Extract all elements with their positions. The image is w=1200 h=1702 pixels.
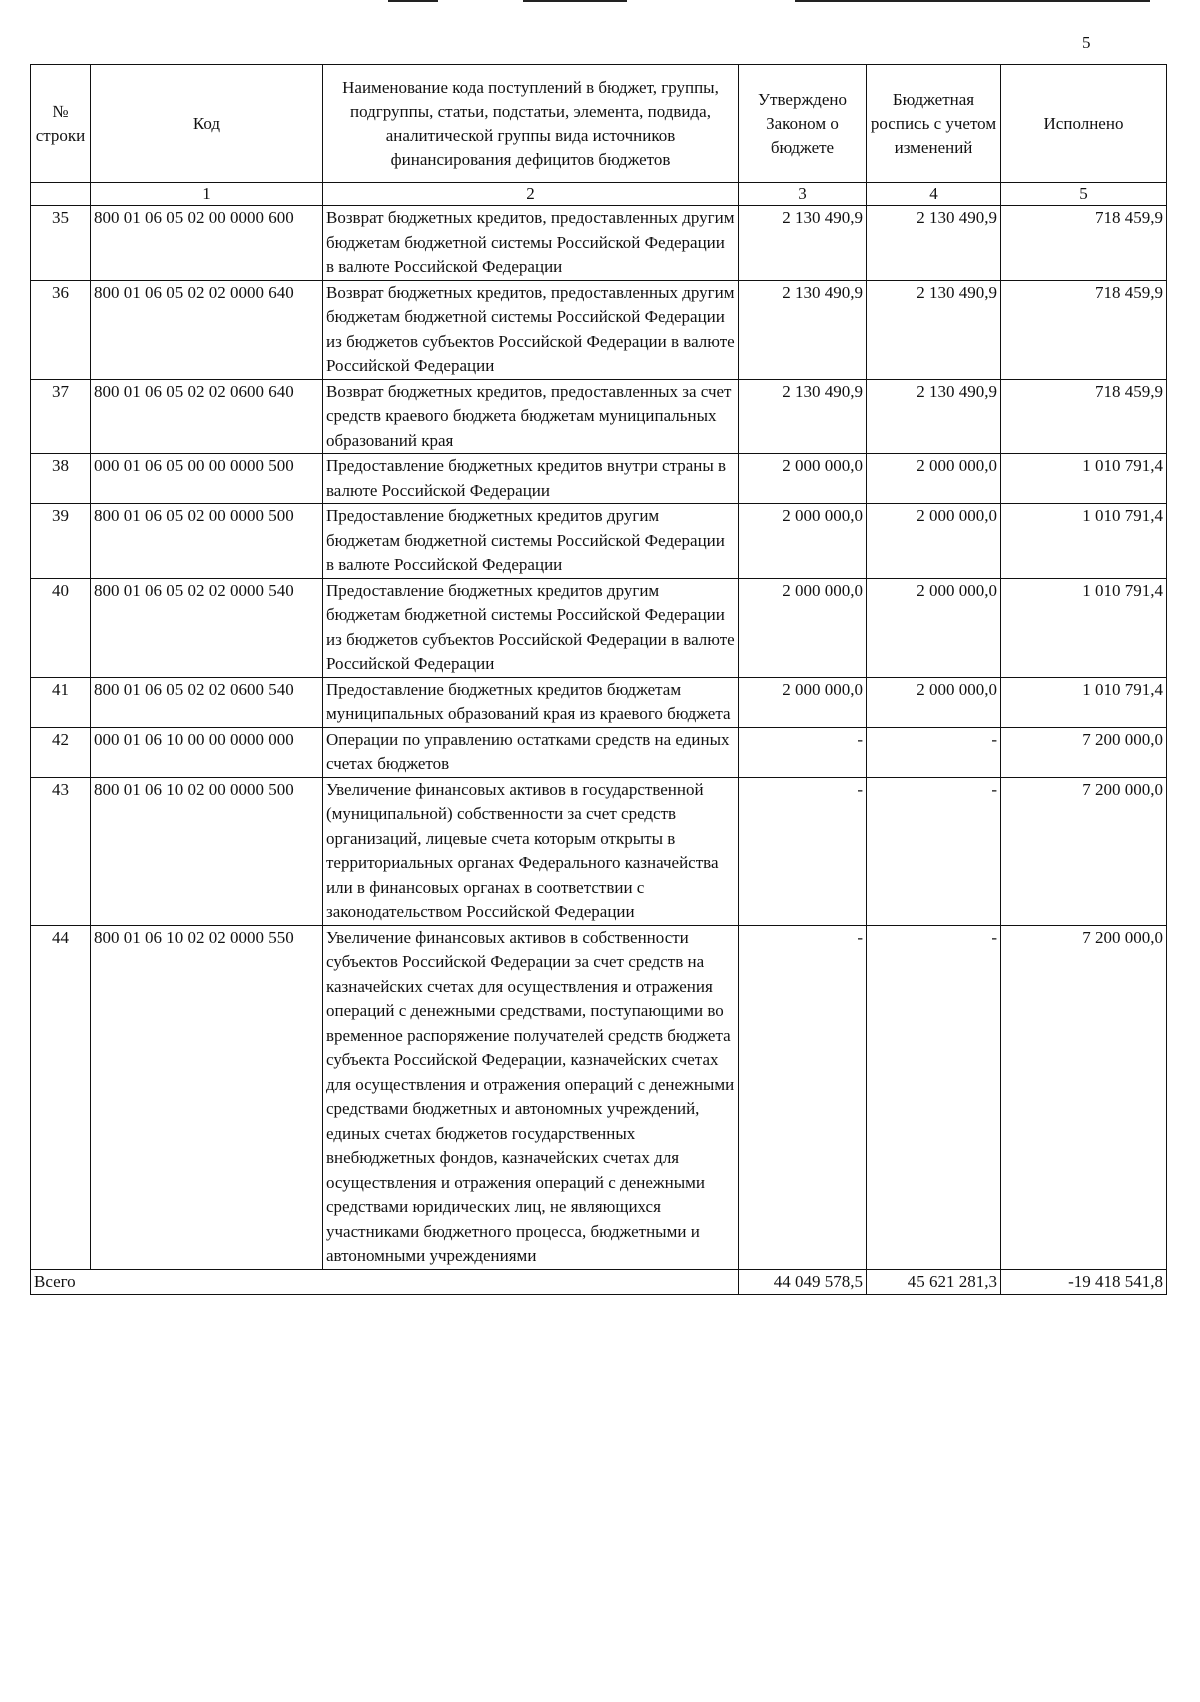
- row-schedule: 2 000 000,0: [867, 504, 1001, 579]
- row-name: Предоставление бюджетных кредитов другим бюджетам бюджетной системы Российской Федерации из бюджетов субъектов Российской Федерации в валюте Российской Федерации: [323, 578, 739, 677]
- header-approved: Утверждено Законом о бюджете: [739, 65, 867, 183]
- row-approved: 2 130 490,9: [739, 280, 867, 379]
- total-approved: 44 049 578,5: [739, 1269, 867, 1295]
- table-row: [31, 578, 1167, 677]
- row-code: 800 01 06 10 02 00 0000 500: [91, 777, 323, 925]
- row-approved: 2 130 490,9: [739, 206, 867, 281]
- row-name: Увеличение финансовых активов в государственной (муниципальной) собственности за счет средств организаций, лицевые счета которым открыты в территориальных органах Федерального казначейства или в финансовых органах в соответствии с законодательством Российской Федерации: [323, 777, 739, 925]
- row-executed: 718 459,9: [1001, 280, 1167, 379]
- total-row: [31, 1269, 1167, 1295]
- row-approved: 2 000 000,0: [739, 578, 867, 677]
- row-schedule: 2 130 490,9: [867, 280, 1001, 379]
- row-name: Возврат бюджетных кредитов, предоставленных другим бюджетам бюджетной системы Российской Федерации из бюджетов субъектов Российской Федерации в валюте Российской Федерации: [323, 280, 739, 379]
- row-schedule: -: [867, 925, 1001, 1269]
- scan-artifact-line: [523, 0, 627, 2]
- table-row: [31, 454, 1167, 504]
- table-row: [31, 280, 1167, 379]
- row-code: 800 01 06 05 02 02 0600 640: [91, 379, 323, 454]
- row-executed: 1 010 791,4: [1001, 578, 1167, 677]
- row-number: 42: [31, 727, 91, 777]
- column-number: 4: [867, 183, 1001, 206]
- row-approved: -: [739, 925, 867, 1269]
- row-executed: 7 200 000,0: [1001, 925, 1167, 1269]
- row-executed: 7 200 000,0: [1001, 777, 1167, 925]
- total-schedule: 45 621 281,3: [867, 1269, 1001, 1295]
- scan-artifact-line: [795, 0, 1150, 2]
- row-name: Увеличение финансовых активов в собственности субъектов Российской Федерации за счет средств на казначейских счетах для осуществления и отражения операций с денежными средствами, поступающими во временное распоряжение получателей средств бюджета субъекта Российской Федерации, казначейских счетах для осуществления и отражения операций с денежными средствами бюджетных и автономных учреждений, единых счетах бюджетов государственных внебюджетных фондов, казначейских счетах для осуществления и отражения операций с денежными средствами юридических лиц, не являющихся участниками бюджетного процесса, бюджетными и автономными учреждениями: [323, 925, 739, 1269]
- row-schedule: 2 130 490,9: [867, 206, 1001, 281]
- column-number: 5: [1001, 183, 1167, 206]
- row-schedule: 2 000 000,0: [867, 578, 1001, 677]
- row-executed: 1 010 791,4: [1001, 504, 1167, 579]
- row-approved: -: [739, 777, 867, 925]
- row-code: 000 01 06 10 00 00 0000 000: [91, 727, 323, 777]
- page-number: 5: [1082, 33, 1091, 52]
- row-schedule: 2 000 000,0: [867, 454, 1001, 504]
- row-approved: 2 000 000,0: [739, 677, 867, 727]
- row-code: 800 01 06 05 02 00 0000 500: [91, 504, 323, 579]
- row-name: Возврат бюджетных кредитов, предоставленных за счет средств краевого бюджета бюджетам муниципальных образований края: [323, 379, 739, 454]
- row-executed: 1 010 791,4: [1001, 677, 1167, 727]
- row-name: Предоставление бюджетных кредитов внутри страны в валюте Российской Федерации: [323, 454, 739, 504]
- row-approved: -: [739, 727, 867, 777]
- row-name: Операции по управлению остатками средств на единых счетах бюджетов: [323, 727, 739, 777]
- table-row: [31, 777, 1167, 925]
- row-schedule: -: [867, 777, 1001, 925]
- row-name: Возврат бюджетных кредитов, предоставленных другим бюджетам бюджетной системы Российской Федерации в валюте Российской Федерации: [323, 206, 739, 281]
- header-executed: Исполнено: [1001, 65, 1167, 183]
- table-row: [31, 727, 1167, 777]
- row-code: 800 01 06 05 02 02 0000 640: [91, 280, 323, 379]
- row-number: 44: [31, 925, 91, 1269]
- row-number: 36: [31, 280, 91, 379]
- row-number: 40: [31, 578, 91, 677]
- row-number: 37: [31, 379, 91, 454]
- table-row: [31, 677, 1167, 727]
- header-code: Код: [91, 65, 323, 183]
- total-label: Всего: [31, 1269, 739, 1295]
- header-name: Наименование кода поступлений в бюджет, группы, подгруппы, статьи, подстатьи, элемента, подвида, аналитической группы вида источников финансирования дефицитов бюджетов: [323, 65, 739, 183]
- row-number: 38: [31, 454, 91, 504]
- row-code: 800 01 06 05 02 02 0600 540: [91, 677, 323, 727]
- row-name: Предоставление бюджетных кредитов другим бюджетам бюджетной системы Российской Федерации в валюте Российской Федерации: [323, 504, 739, 579]
- row-code: 800 01 06 10 02 02 0000 550: [91, 925, 323, 1269]
- row-number: 39: [31, 504, 91, 579]
- scan-artifact-line: [388, 0, 438, 2]
- header-budget-schedule: Бюджетная роспись с учетом изменений: [867, 65, 1001, 183]
- row-schedule: -: [867, 727, 1001, 777]
- column-number-blank: [31, 183, 91, 206]
- row-executed: 1 010 791,4: [1001, 454, 1167, 504]
- row-executed: 7 200 000,0: [1001, 727, 1167, 777]
- row-code: 000 01 06 05 00 00 0000 500: [91, 454, 323, 504]
- table-row: [31, 379, 1167, 454]
- header-row-no: № строки: [31, 65, 91, 183]
- column-number: 1: [91, 183, 323, 206]
- row-number: 43: [31, 777, 91, 925]
- row-executed: 718 459,9: [1001, 206, 1167, 281]
- row-executed: 718 459,9: [1001, 379, 1167, 454]
- total-executed: -19 418 541,8: [1001, 1269, 1167, 1295]
- row-approved: 2 130 490,9: [739, 379, 867, 454]
- row-name: Предоставление бюджетных кредитов бюджетам муниципальных образований края из краевого бюджета: [323, 677, 739, 727]
- row-schedule: 2 130 490,9: [867, 379, 1001, 454]
- budget-sources-table: [30, 64, 1167, 1295]
- column-number-row: [31, 183, 1167, 206]
- row-number: 41: [31, 677, 91, 727]
- row-code: 800 01 06 05 02 02 0000 540: [91, 578, 323, 677]
- row-number: 35: [31, 206, 91, 281]
- table-row: [31, 504, 1167, 579]
- table-body: [31, 206, 1167, 1295]
- row-schedule: 2 000 000,0: [867, 677, 1001, 727]
- row-approved: 2 000 000,0: [739, 504, 867, 579]
- table-header: [31, 65, 1167, 206]
- table-row: [31, 206, 1167, 281]
- column-number: 3: [739, 183, 867, 206]
- row-code: 800 01 06 05 02 00 0000 600: [91, 206, 323, 281]
- row-approved: 2 000 000,0: [739, 454, 867, 504]
- column-number: 2: [323, 183, 739, 206]
- table-row: [31, 925, 1167, 1269]
